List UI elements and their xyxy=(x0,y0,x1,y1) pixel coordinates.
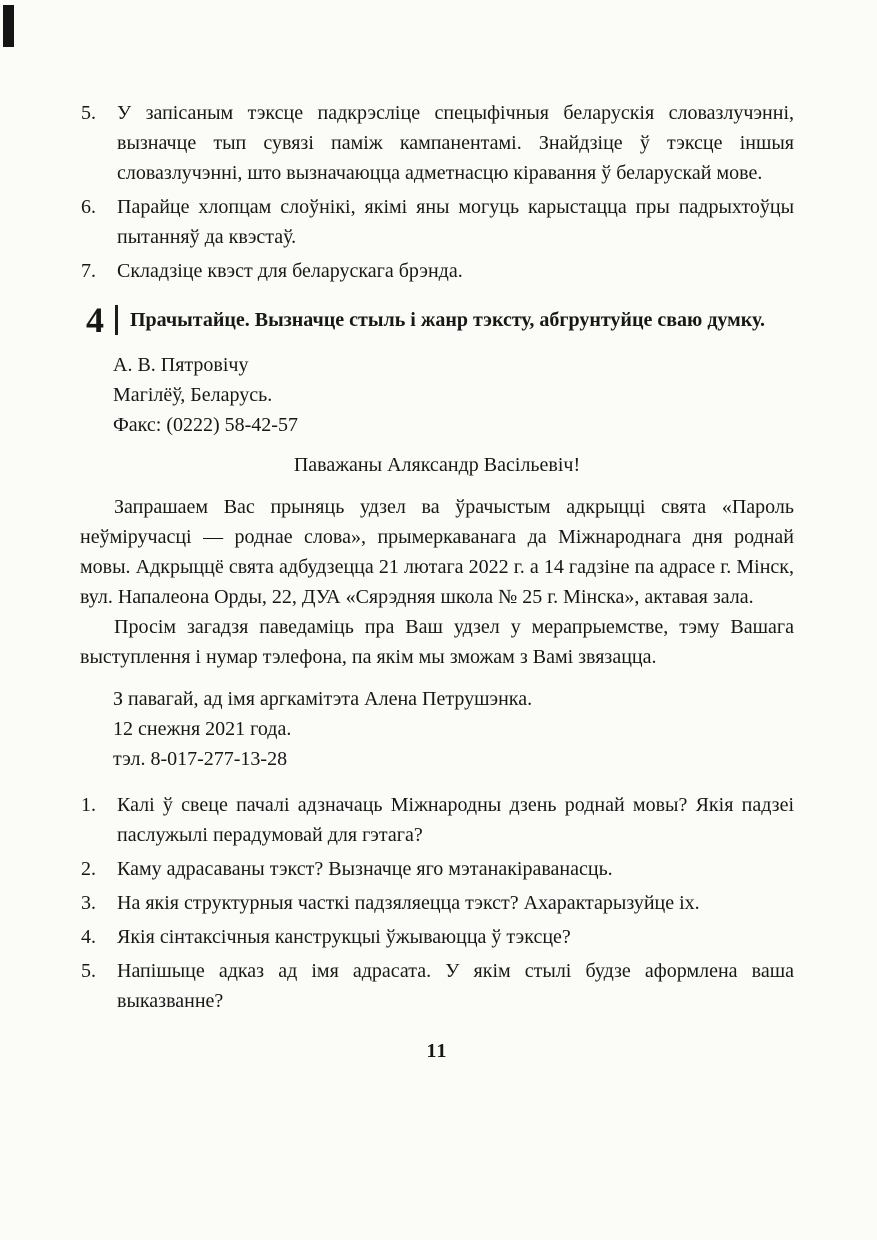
exercise-header xyxy=(80,302,794,338)
task-number: 7. xyxy=(81,260,96,282)
letter-salutation: Паважаны Аляксандр Васільевіч! xyxy=(293,454,581,476)
task-text: Парайце хлопцам слоўнікі, якімі яны могуць карыстацца пры падрыхтоўцы пытанняў да квэстаў. xyxy=(117,196,794,248)
question-list xyxy=(80,790,794,1016)
letter-signature-block xyxy=(113,684,794,774)
address-line: Факс: (0222) 58-42-57 xyxy=(113,414,298,436)
letter-paragraph: Запрашаем Вас прыняць удзел ва ўрачыстым адкрыцці свята «Пароль неўміручасці — роднае слова», прымеркаванага да Міжнароднага дня роднай мовы. Адкрыццё свята адбудзецца 21 лютага 2022 г. а 14 гадзіне па адрасе г. Мінск, вул. Напалеона Орды, 22, ДУА «Сярэдняя школа № 25 г. Мінска», актавая зала. xyxy=(80,496,794,608)
question-text: Каму адрасаваны тэкст? Вызначце яго мэтанакіраванасць. xyxy=(117,858,613,880)
question-number: 3. xyxy=(81,892,96,914)
task-item xyxy=(80,256,794,286)
task-text: Складзіце квэст для беларускага брэнда. xyxy=(117,260,463,282)
question-text: Калі ў свеце пачалі адзначаць Міжнародны дзень роднай мовы? Якія падзеі паслужылі перадумовай для гэтага? xyxy=(117,794,794,846)
task-text: У запісаным тэксце падкрэсліце спецыфічныя беларускія словазлучэнні, вызначце тып сувязі паміж кампанентамі. Знайдзіце ў тэксце іншыя словазлучэнні, што вызначаюцца адметнасцю кіравання ў беларускай мове. xyxy=(117,102,794,184)
question-item xyxy=(80,854,794,884)
question-item xyxy=(80,956,794,1016)
exercise-title: Прачытайце. Вызначце стыль і жанр тэксту, абгрунтуйце сваю думку. xyxy=(115,305,765,335)
question-item xyxy=(80,888,794,918)
signature-line: З павагай, ад імя аргкамітэта Алена Петрушэнка. xyxy=(113,688,533,710)
address-line: Магілёў, Беларусь. xyxy=(113,384,273,406)
question-number: 2. xyxy=(81,858,96,880)
question-number: 4. xyxy=(81,926,96,948)
question-number: 1. xyxy=(81,794,96,816)
signature-line: 12 снежня 2021 года. xyxy=(113,718,292,740)
question-item xyxy=(80,922,794,952)
task-number: 5. xyxy=(81,102,96,124)
task-item xyxy=(80,98,794,188)
question-text: Якія сінтаксічныя канструкцыі ўжываюцца ў тэксце? xyxy=(117,926,571,948)
question-number: 5. xyxy=(81,960,96,982)
task-number: 6. xyxy=(81,196,96,218)
page-number: 11 xyxy=(426,1040,448,1062)
page-content xyxy=(80,98,794,1066)
exercise-number: 4 xyxy=(86,300,104,340)
scan-artifact xyxy=(3,5,14,47)
question-text: На якія структурныя часткі падзяляецца тэкст? Ахарактарызуйце іх. xyxy=(117,892,700,914)
question-item xyxy=(80,790,794,850)
question-text: Напішыце адказ ад імя адрасата. У якім стылі будзе аформлена ваша выказванне? xyxy=(117,960,794,1012)
task-item xyxy=(80,192,794,252)
letter-address-block xyxy=(113,350,794,440)
letter-paragraph: Просім загадзя паведаміць пра Ваш удзел у мерапрыемстве, тэму Вашага выступлення і нумар тэлефона, па якім мы зможам з Вамі звязацца. xyxy=(80,616,794,668)
task-list-top xyxy=(80,98,794,286)
address-line: А. В. Пятровічу xyxy=(113,354,249,376)
signature-line: тэл. 8-017-277-13-28 xyxy=(113,748,288,770)
